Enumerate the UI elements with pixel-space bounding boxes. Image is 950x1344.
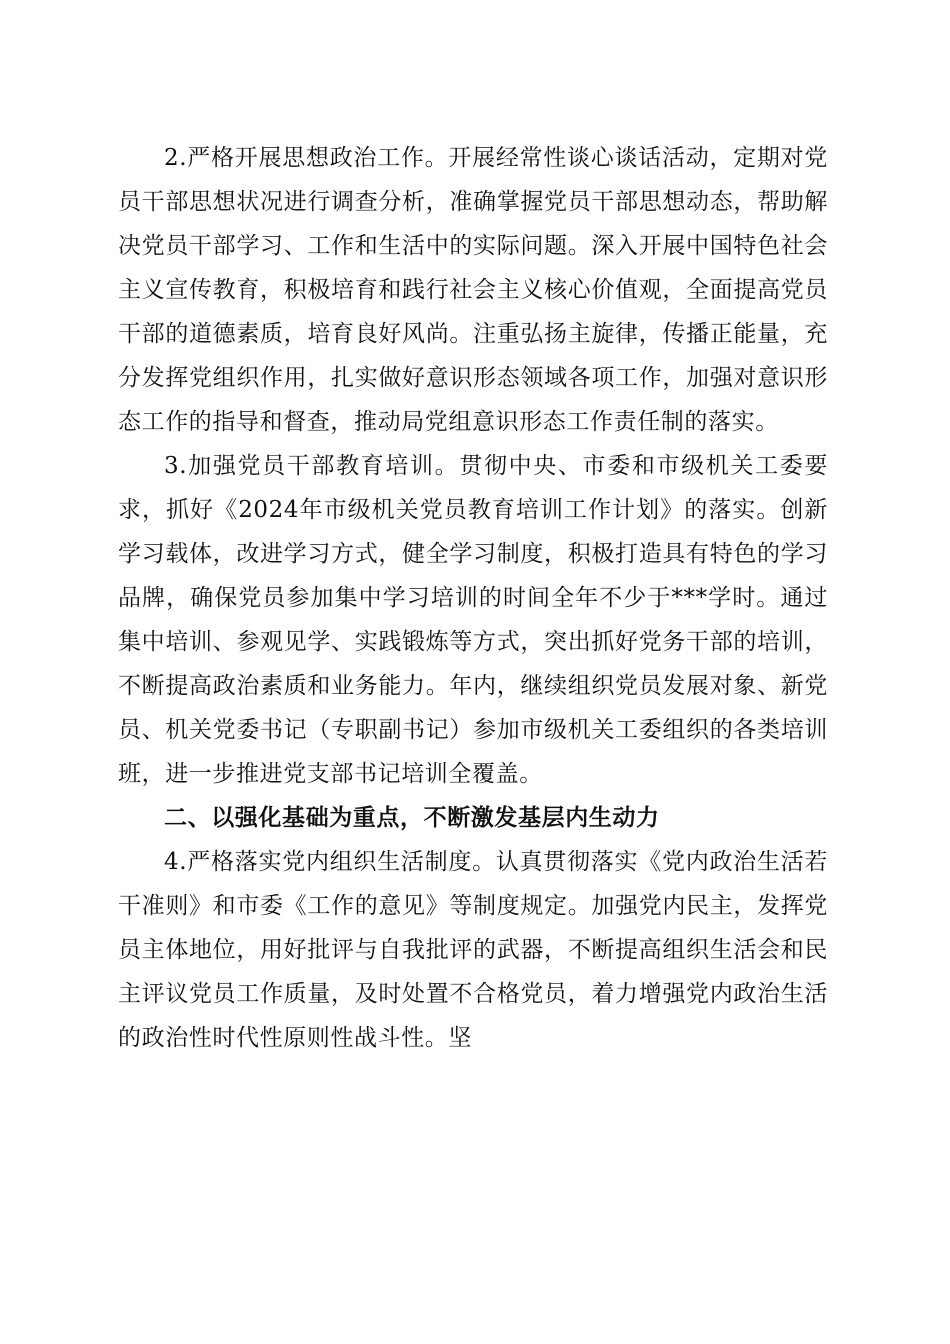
document-body [118, 136, 828, 1060]
paragraph-education-training: 3.加强党员干部教育培训。贯彻中央、市委和市级机关工委要求，抓好《2024年市级机关党员教育培训工作计划》的落实。创新学习载体，改进学习方式，健全学习制度，积极打造具有特色的学习品牌，确保党员参加集中学习培训的时间全年不少于***学时。通过集中培训、参观见学、实践锻炼等方式，突出抓好党务干部的培训，不断提高政治素质和业务能力。年内，继续组织党员发展对象、新党员、机关党委书记（专职副书记）参加市级机关工委组织的各类培训班，进一步推进党支部书记培训全覆盖。 [118, 453, 828, 787]
paragraph-organizational-life: 4.严格落实党内组织生活制度。认真贯彻落实《党内政治生活若干准则》和市委《工作的意见》等制度规定。加强党内民主，发挥党员主体地位，用好批评与自我批评的武器，不断提高组织生活会和民主评议党员工作质量，及时处置不合格党员，着力增强党内政治生活的政治性时代性原则性战斗性。坚 [118, 849, 828, 1051]
paragraph-thought-political-work: 2.严格开展思想政治工作。开展经常性谈心谈话活动，定期对党员干部思想状况进行调查分析，准确掌握党员干部思想动态，帮助解决党员干部学习、工作和生活中的实际问题。深入开展中国特色社会主义宣传教育，积极培育和践行社会主义核心价值观，全面提高党员干部的道德素质，培育良好风尚。注重弘扬主旋律，传播正能量，充分发挥党组织作用，扎实做好意识形态领域各项工作，加强对意识形态工作的指导和督查，推动局党组意识形态工作责任制的落实。 [118, 145, 828, 435]
section-heading: 二、以强化基础为重点，不断激发基层内生动力 [164, 805, 660, 831]
